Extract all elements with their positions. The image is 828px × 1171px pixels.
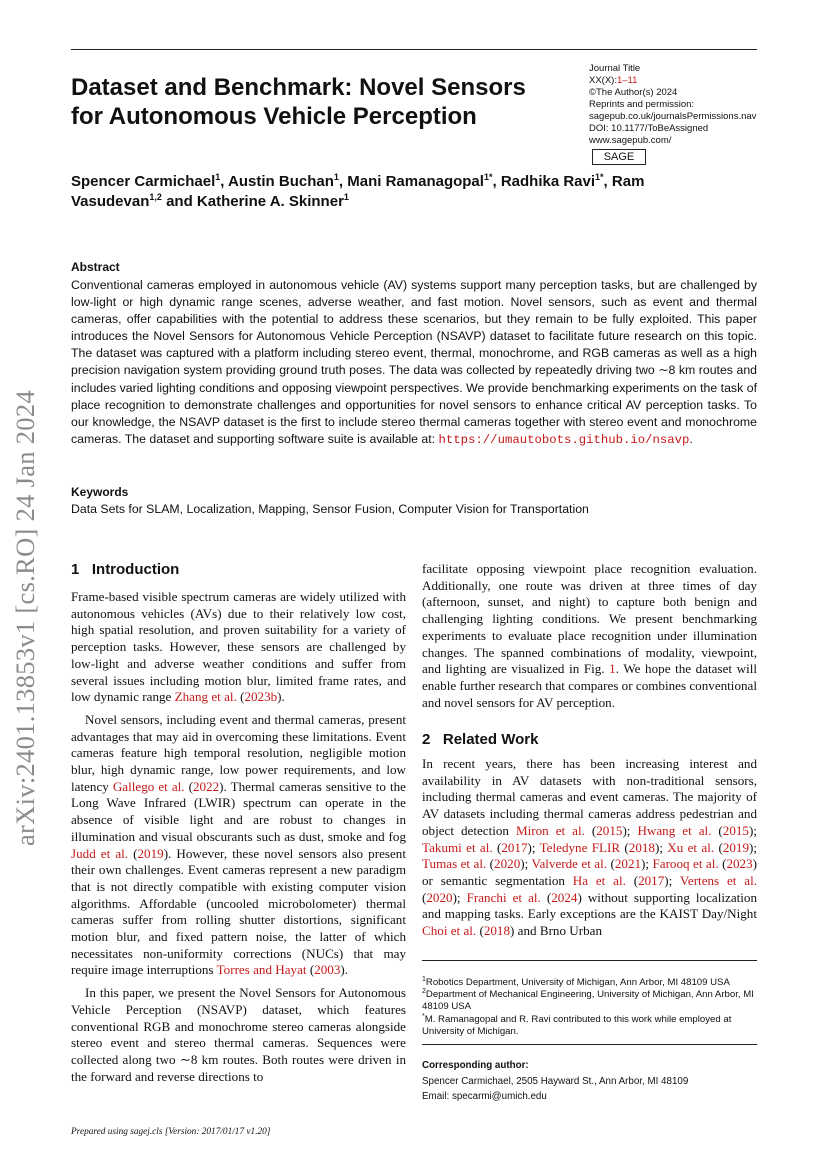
citation-link[interactable]: Franchi et al. (466, 889, 541, 905)
author-line-2 (71, 192, 761, 212)
volume-label: XX(X): (589, 75, 617, 86)
author-name: Mani Ramanagopal (347, 173, 484, 190)
citation-link[interactable]: Zhang et al. (174, 689, 237, 705)
footnote-mark: 1 (422, 975, 426, 983)
paragraph-text: and Brno Urban (514, 923, 603, 939)
intro-continued (422, 561, 757, 711)
citation-year-link[interactable]: 2021 (614, 856, 642, 872)
footnote-1 (422, 977, 758, 989)
author-name: Spencer Carmichael (71, 173, 216, 190)
keywords-text: Data Sets for SLAM, Localization, Mapping, Sensor Fusion, Computer Vision for Transportation (71, 502, 589, 516)
citation-year-link[interactable]: 2018 (483, 923, 511, 939)
corresponding-address: Spencer Carmichael, 2505 Hayward St., Ann Arbor, MI 48109 (422, 1075, 689, 1087)
citation-year-link[interactable]: 2015 (596, 822, 623, 838)
intro-paragraph-3: In this paper, we present the Novel Sensors for Autonomous Vehicle Perception (NSAVP) dataset, which features conventional RGB and monochrome stereo cameras alongside stereo event and stereo thermal cameras. Sequences were collected along two ∼8 km routes. Both routes were driven in the forward and reverse directions to (71, 985, 406, 1084)
author-name: Austin Buchan (228, 173, 334, 190)
citation-link[interactable]: Xu et al. (667, 839, 715, 855)
footnote-3 (422, 1014, 758, 1038)
citation-link[interactable]: Teledyne FLIR (539, 839, 621, 855)
citation-year-link[interactable]: 2019 (137, 845, 164, 861)
citation-link[interactable]: Miron et al. (515, 822, 585, 838)
footnotes (422, 977, 758, 1038)
intro-paragraph-2: Novel sensors, including event and thermal cameras, present advantages that may aid in overcoming these limitations. Event cameras feature high temporal resolution, negligible motion blur, high dynamic range, low power requirements, and low latency Gallego et al. (2022). Thermal cameras sensitive to the Long Wave Infrared (LWIR) spectrum can operate in the absence of visible light and are robust to changes in illumination and visual obscurants such as dust, smoke and fog Judd et al. (2019). However, these novel sensors also present their own challenges. Event cameras represent a new paradigm that is not directly compatible with existing computer vision algorithms. Affordable (uncooled microbolometer) thermal cameras suffer from rolling shutter distortions, significant motion blur, and fixed pattern noise, the latter of which necessitates non-uniformity corrections (NUCs) that may require image interruptions Torres and Hayat (2003). (71, 711, 406, 978)
footnote-text: Department of Mechanical Engineering, University of Michigan, Ann Arbor, MI 48109 USA (422, 989, 754, 1013)
affil-sup: 1* (595, 172, 604, 182)
right-column-intro (422, 561, 757, 711)
corresponding-heading: Corresponding author: (422, 1060, 529, 1071)
figure-ref-link[interactable]: 1 (609, 661, 616, 677)
author-line-1: Spencer Carmichael$^1$, Austin Buchan$^1$, Mani Ramanagopal$^{1*}$, Radhika Ravi$^{1*}$, Ram (71, 172, 645, 190)
page-range-link[interactable]: 1–11 (616, 75, 638, 86)
citation-link[interactable]: Gallego et al. (112, 778, 185, 794)
citation-year-link[interactable]: 2022 (192, 778, 220, 794)
section-1-heading (71, 561, 179, 578)
affil-sup: 1 (333, 172, 339, 182)
footnote-text: M. Ramanagopal and R. Ravi contributed to this work while employed at University of Michigan. (422, 1013, 732, 1037)
title-line-1: Dataset and Benchmark: Novel Sensors (71, 74, 526, 101)
citation-year-link[interactable]: 2020 (426, 889, 453, 905)
paragraph-text: . However, these novel sensors also present their own challenges. Event cameras represent a new paradigm that is not directly compatible with existing computer vision algorithms. Affordable (uncooled microbolometer) thermal cameras suffer from rolling shutter distortions, significant motion blur, and fixed pattern noise, the latter of which necessitates non-uniformity corrections (NUCs) that may require image interruptions (71, 845, 406, 978)
corresponding-email: Email: specarmi@umich.edu (422, 1091, 547, 1102)
citation-link[interactable]: Tumas et al. (422, 856, 487, 872)
paragraph-text: In recent years, there has been increasing interest and availability in AV datasets with non-traditional sensors, including thermal cameras and event cameras. The majority of AV datasets including thermal cameras address pedestrian and object detection (422, 756, 757, 838)
header-rule (71, 49, 757, 50)
title-line-2: for Autonomous Vehicle Perception (71, 103, 477, 130)
paragraph-text: . Thermal cameras sensitive to the Long Wave Infrared (LWIR) spectrum can operate in the absence of visible light and are robust to changes in illumination and visual obscurants such as dust, smoke and fog (71, 778, 406, 844)
footnote-2 (422, 989, 758, 1013)
author-name: Katherine A. Skinner (196, 193, 344, 210)
affil-sup: 1 (215, 172, 221, 182)
journal-reprints: Reprints and permission: (589, 99, 695, 110)
journal-reprints-url: sagepub.co.uk/journalsPermissions.nav (589, 111, 757, 122)
arxiv-stamp: arXiv:2401.13853v1 [cs.RO] 24 Jan 2024 (10, 390, 40, 846)
abstract-body (71, 277, 757, 449)
paragraph-text: or semantic segmentation (422, 872, 573, 888)
author-name: Ram (611, 173, 645, 190)
journal-info (589, 63, 759, 147)
citation-link[interactable]: Valverde et al. (531, 856, 608, 872)
footnote-mark: 2 (422, 988, 426, 996)
corresponding-rule (422, 1044, 757, 1045)
intro-paragraph-1: Frame-based visible spectrum cameras are widely utilized with autonomous vehicles (AVs) due to their relatively low cost, high spatial resolution, and proven suitability for a variety of perception tasks. However, these sensors are challenged by low-light and adverse weather conditions and suffer from several issues including motion blur, limited frame rates, and low dynamic range Zhang et al. (2023b). (71, 589, 406, 705)
journal-title: Journal Title (589, 63, 641, 74)
citation-year-link[interactable]: 2020 (494, 856, 521, 872)
author-list (71, 172, 761, 212)
citation-year-link[interactable]: 2019 (722, 839, 749, 855)
right-column-related (422, 756, 757, 940)
paragraph-text: . We hope the dataset will enable further research that compares or combines conventional and novel sensors for AV perception. (422, 661, 757, 710)
abstract-text: Conventional cameras employed in autonomous vehicle (AV) systems support many perception tasks, but are challenged by low-light or high dynamic range scenes, adverse weather, and fast motion. Novel sensors, such as event and thermal cameras, offer capabilities with the potential to address these scenarios, but they remain to be fully exploited. This paper introduces the Novel Sensors for Autonomous Vehicle Perception (NSAVP) dataset to facilitate future research on this topic. The dataset was captured with a platform including stereo event, thermal, monochrome, and RGB cameras as well as a high precision navigation system providing ground truth poses. The data was collected by repeatedly driving two ∼8 km routes and includes varied lighting conditions and opposing viewpoint perspectives. We provide benchmarking experiments on the task of place recognition to demonstrate challenges and opportunities for novel sensors to enhance critical AV perception tasks. To our knowledge, the NSAVP dataset is the first to include stereo thermal cameras together with stereo event and monochrome cameras. The dataset and supporting software suite is available at: (71, 278, 757, 446)
corresponding-author (422, 1058, 758, 1105)
abstract-heading: Abstract (71, 260, 120, 274)
citation-link[interactable]: Hwang et al. (637, 822, 712, 838)
journal-site: www.sagepub.com/ (589, 135, 672, 146)
dataset-link[interactable]: https://umautobots.github.io/nsavp (438, 432, 690, 447)
citation-year-link[interactable]: 2003 (314, 962, 341, 978)
paragraph-text: without supporting localization and mapping tasks. Early exceptions are the KAIST Day/Night (422, 889, 758, 922)
affil-sup: 1,2 (149, 192, 162, 202)
citation-year-link[interactable]: 2017 (501, 839, 528, 855)
author-name: Vasudevan (71, 193, 150, 210)
citation-link[interactable]: Ha et al. (572, 872, 626, 888)
paragraph-text: facilitate opposing viewpoint place recognition evaluation. Additionally, one route was driven at three times of day (afternoon, sunset, and night) to capture both benign and challenging lighting conditions. We present benchmarking experiments to evaluate place recognition under illumination changes. The spanned combinations of modality, viewpoint, and lighting are visualized in Fig. (422, 561, 757, 677)
paragraph-text: Frame-based visible spectrum cameras are widely utilized with autonomous vehicles (AVs) due to their relatively low cost, high spatial resolution, and proven suitability for a variety of perception tasks. However, these sensors are challenged by low-light and adverse weather conditions and suffer from several issues including motion blur, limited frame rates, and low dynamic range (71, 589, 406, 705)
author-name: Radhika Ravi (500, 173, 596, 190)
citation-link[interactable]: Vertens et al. (679, 872, 757, 888)
keywords-heading: Keywords (71, 485, 129, 499)
journal-volume (589, 75, 759, 87)
related-paragraph: In recent years, there has been increasing interest and availability in AV datasets with non-traditional sensors, including thermal cameras and event cameras. The majority of AV datasets including thermal cameras address pedestrian and object detection Miron et al. (2015); Hwang et al. (2015); Takumi et al. (2017); Teledyne FLIR (2018); Xu et al. (2019); Tumas et al. (2020); Valverde et al. (2021); Farooq et al. (2023) or semantic segmentation Ha et al. (2017); Vertens et al. (2020); Franchi et al. (2024) without supporting localization and mapping tasks. Early exceptions are the KAIST Day/Night Choi et al. (2018) and Brno Urban (422, 756, 758, 939)
section-title: Related Work (442, 731, 539, 748)
citation-year-link[interactable]: 2015 (722, 822, 749, 838)
footnote-text: Robotics Department, University of Michigan, Ann Arbor, MI 48109 USA (425, 977, 730, 988)
section-number: 1 (71, 561, 80, 578)
left-column (71, 589, 406, 1085)
section-number: 2 (422, 731, 431, 748)
citation-year-link[interactable]: 2023b (244, 689, 278, 705)
footnote-mark: * (422, 1012, 425, 1020)
citation-year-link[interactable]: 2023 (726, 856, 753, 872)
citation-link[interactable]: Choi et al. (422, 923, 477, 939)
footnote-rule (422, 960, 757, 961)
section-title: Introduction (91, 561, 180, 578)
journal-doi: DOI: 10.1177/ToBeAssigned (589, 123, 709, 134)
affil-sup: 1* (483, 172, 493, 182)
citation-link[interactable]: Torres and Hayat (216, 962, 307, 978)
sage-logo: SAGE (592, 149, 646, 165)
citation-link[interactable]: Takumi et al. (422, 839, 493, 855)
journal-copyright: ©The Author(s) 2024 (589, 87, 678, 98)
section-2-heading (422, 731, 538, 748)
affil-sup: 1 (343, 192, 349, 202)
paragraph-text: Novel sensors, including event and thermal cameras, present advantages that may aid in overcoming these limitations. Event cameras feature high temporal resolution, negligible motion blur, high dynamic range, low power requirements, and low latency (71, 711, 406, 794)
citation-year-link[interactable]: 2024 (551, 889, 578, 905)
paper-title (71, 73, 551, 131)
page-footer: Prepared using sagej.cls [Version: 2017/01/17 v1.20] (71, 1127, 271, 1137)
citation-link[interactable]: Farooq et al. (652, 856, 719, 872)
citation-year-link[interactable]: 2017 (638, 872, 665, 888)
and-word: and (166, 193, 193, 210)
citation-year-link[interactable]: 2018 (628, 839, 655, 855)
citation-link[interactable]: Judd et al. (71, 845, 129, 861)
abstract-end: . (689, 431, 693, 446)
